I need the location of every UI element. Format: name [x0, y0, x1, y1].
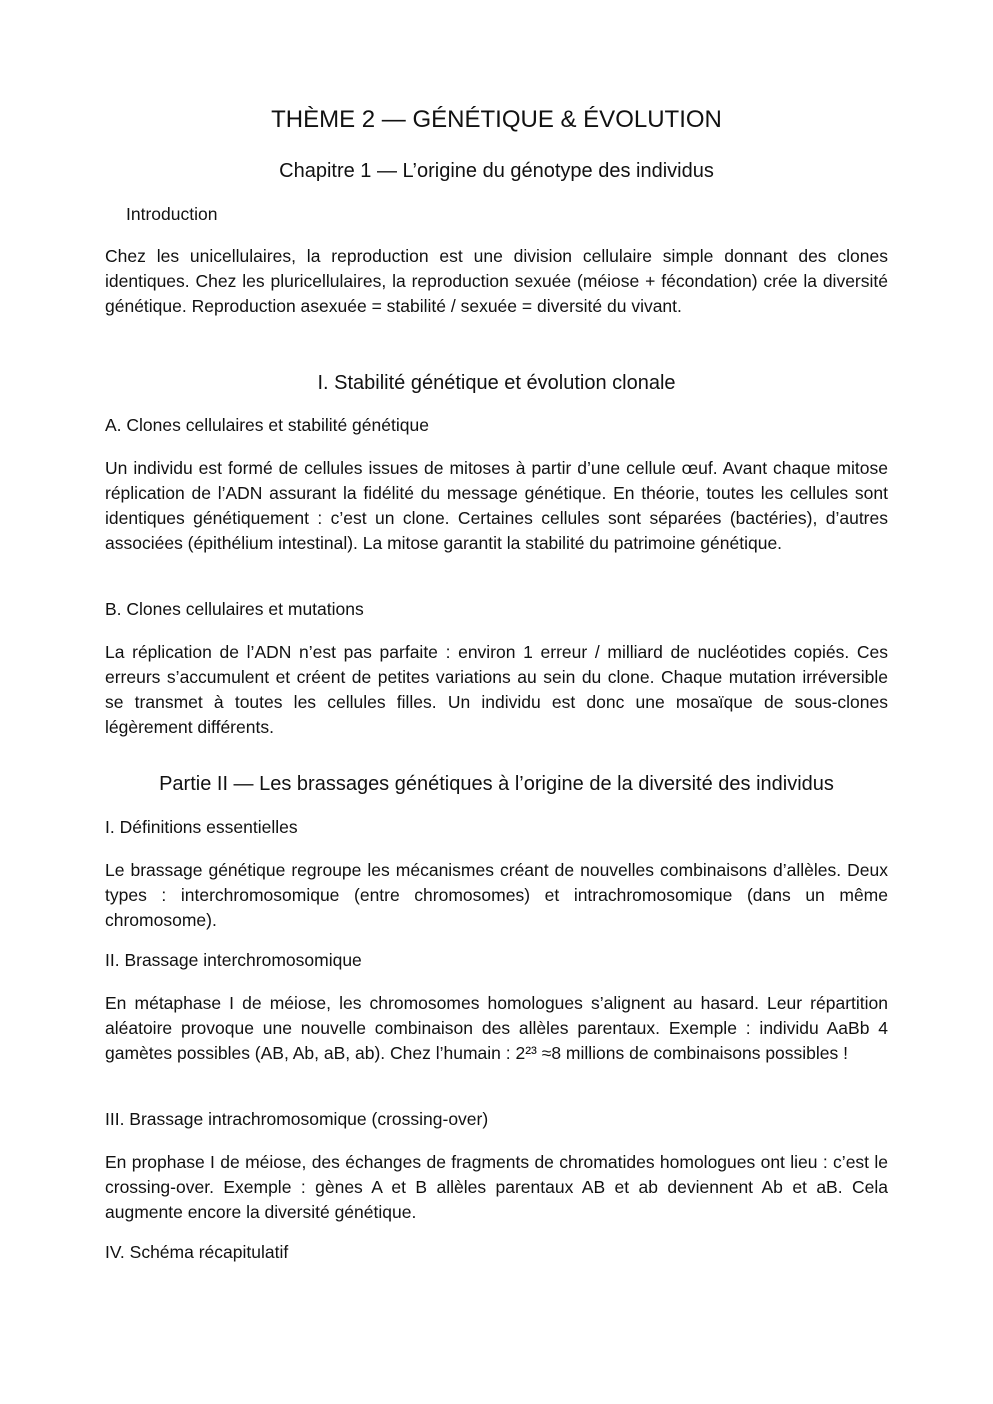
paragraph-intrachromosomique: En prophase I de méiose, des échanges de fragments de chromatides homologues ont lieu : c’est le crossing-over. Exemple : gènes A et B allèles parentaux AB et ab deviennent Ab et aB. Cela augmente encore la diversité génétique.: [105, 1152, 888, 1222]
paragraph-a: Un individu est formé de cellules issues de mitoses à partir d’une cellule œuf. Avant chaque mitose réplication de l’ADN assurant la fidélité du message génétique. En théorie, toutes les cellules sont identiques génétiquement : c’est un clone. Certaines cellules sont séparées (bactéries), d’autres associées (épithélium intestinal). La mitose garantit la stabilité du patrimoine génétique.: [105, 458, 888, 553]
subheading-interchromosomique: II. Brassage interchromosomique: [105, 950, 362, 970]
chapter-heading: Chapitre 1 — L’origine du génotype des individus: [279, 160, 714, 182]
subheading-definitions: I. Définitions essentielles: [105, 817, 298, 837]
page-title: THÈME 2 — GÉNÉTIQUE & ÉVOLUTION: [271, 106, 722, 133]
part2-heading: Partie II — Les brassages génétiques à l’origine de la diversité des individus: [159, 773, 834, 795]
intro-paragraph: Chez les unicellulaires, la reproduction est une division cellulaire simple donnant des clones identiques. Chez les pluricellulaires, la reproduction sexuée (méiose + fécondation) crée la diversité génétique. Reproduction asexuée = stabilité / sexuée = diversité du vivant.: [105, 246, 888, 316]
paragraph-interchromosomique: En métaphase I de méiose, les chromosomes homologues s’alignent au hasard. Leur répartition aléatoire provoque une nouvelle combinaison des allèles parentaux. Exemple : individu AaBb 4 gamètes possibles (AB, Ab, aB, ab). Chez l’humain : 2²³ ≈8 millions de combinaisons possibles !: [105, 993, 888, 1063]
intro-heading: Introduction: [126, 204, 218, 224]
paragraph-definitions: Le brassage génétique regroupe les mécanismes créant de nouvelles combinaisons d’allèles. Deux types : interchromosomique (entre chromosomes) et intrachromosomique (dans un même chromosome).: [105, 860, 888, 930]
subheading-intrachromosomique: III. Brassage intrachromosomique (crossing-over): [105, 1109, 489, 1129]
subheading-a: A. Clones cellulaires et stabilité génétique: [105, 415, 429, 435]
subheading-b: B. Clones cellulaires et mutations: [105, 599, 364, 619]
subheading-schema: IV. Schéma récapitulatif: [105, 1242, 289, 1262]
paragraph-b: La réplication de l’ADN n’est pas parfaite : environ 1 erreur / milliard de nucléotides copiés. Ces erreurs s’accumulent et créent de petites variations au sein du clone. Chaque mutation irréversible se transmet à toutes les cellules filles. Un individu est donc une mosaïque de sous-clones légèrement différents.: [105, 642, 888, 737]
section-heading-stabilite: I. Stabilité génétique et évolution clonale: [317, 372, 676, 394]
